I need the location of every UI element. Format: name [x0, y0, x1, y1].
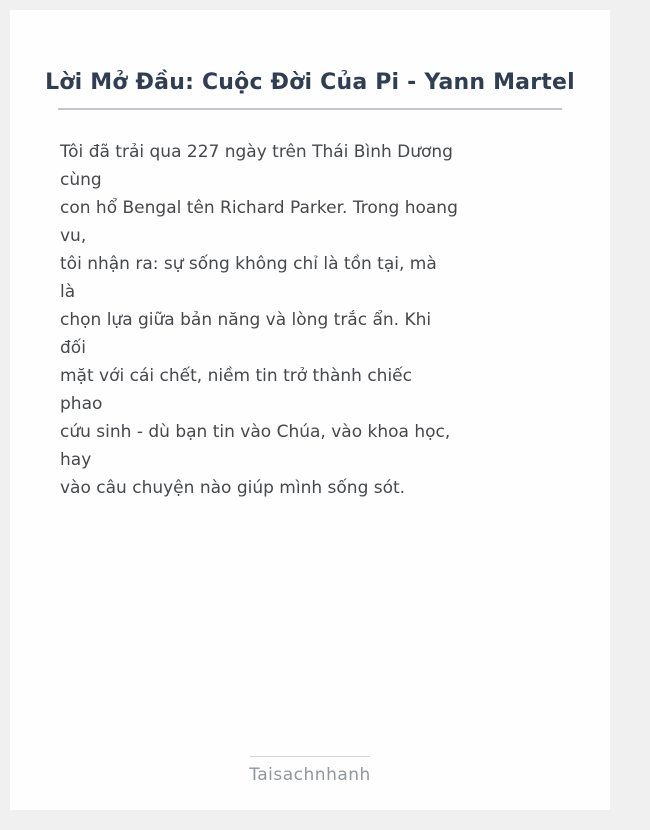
footer: [10, 756, 610, 785]
body-line: cùng: [60, 170, 102, 190]
body-line: cứu sinh - dù bạn tin vào Chúa, vào khoa học,: [60, 422, 451, 442]
body-line: đối: [60, 338, 86, 358]
body-line: mặt với cái chết, niềm tin trở thành chiếc: [60, 366, 412, 386]
body-line: phao: [60, 394, 103, 414]
body-text: [10, 138, 610, 502]
footer-divider: [250, 756, 370, 757]
body-line: vào câu chuyện nào giúp mình sống sót.: [60, 478, 406, 498]
title-divider: [58, 108, 562, 110]
body-line: là: [60, 282, 76, 302]
document-page: [10, 10, 610, 810]
body-line: con hổ Bengal tên Richard Parker. Trong hoang: [60, 198, 458, 218]
body-line: Tôi đã trải qua 227 ngày trên Thái Bình Dương: [60, 142, 453, 162]
body-line: vu,: [60, 226, 87, 246]
body-line: tôi nhận ra: sự sống không chỉ là tồn tại, mà: [60, 254, 437, 274]
body-line: hay: [60, 450, 92, 470]
page-title: Lời Mở Đầu: Cuộc Đời Của Pi - Yann Martel: [45, 70, 575, 95]
footer-brand: Taisachnhanh: [249, 765, 371, 785]
body-line: chọn lựa giữa bản năng và lòng trắc ẩn. Khi: [60, 310, 432, 330]
